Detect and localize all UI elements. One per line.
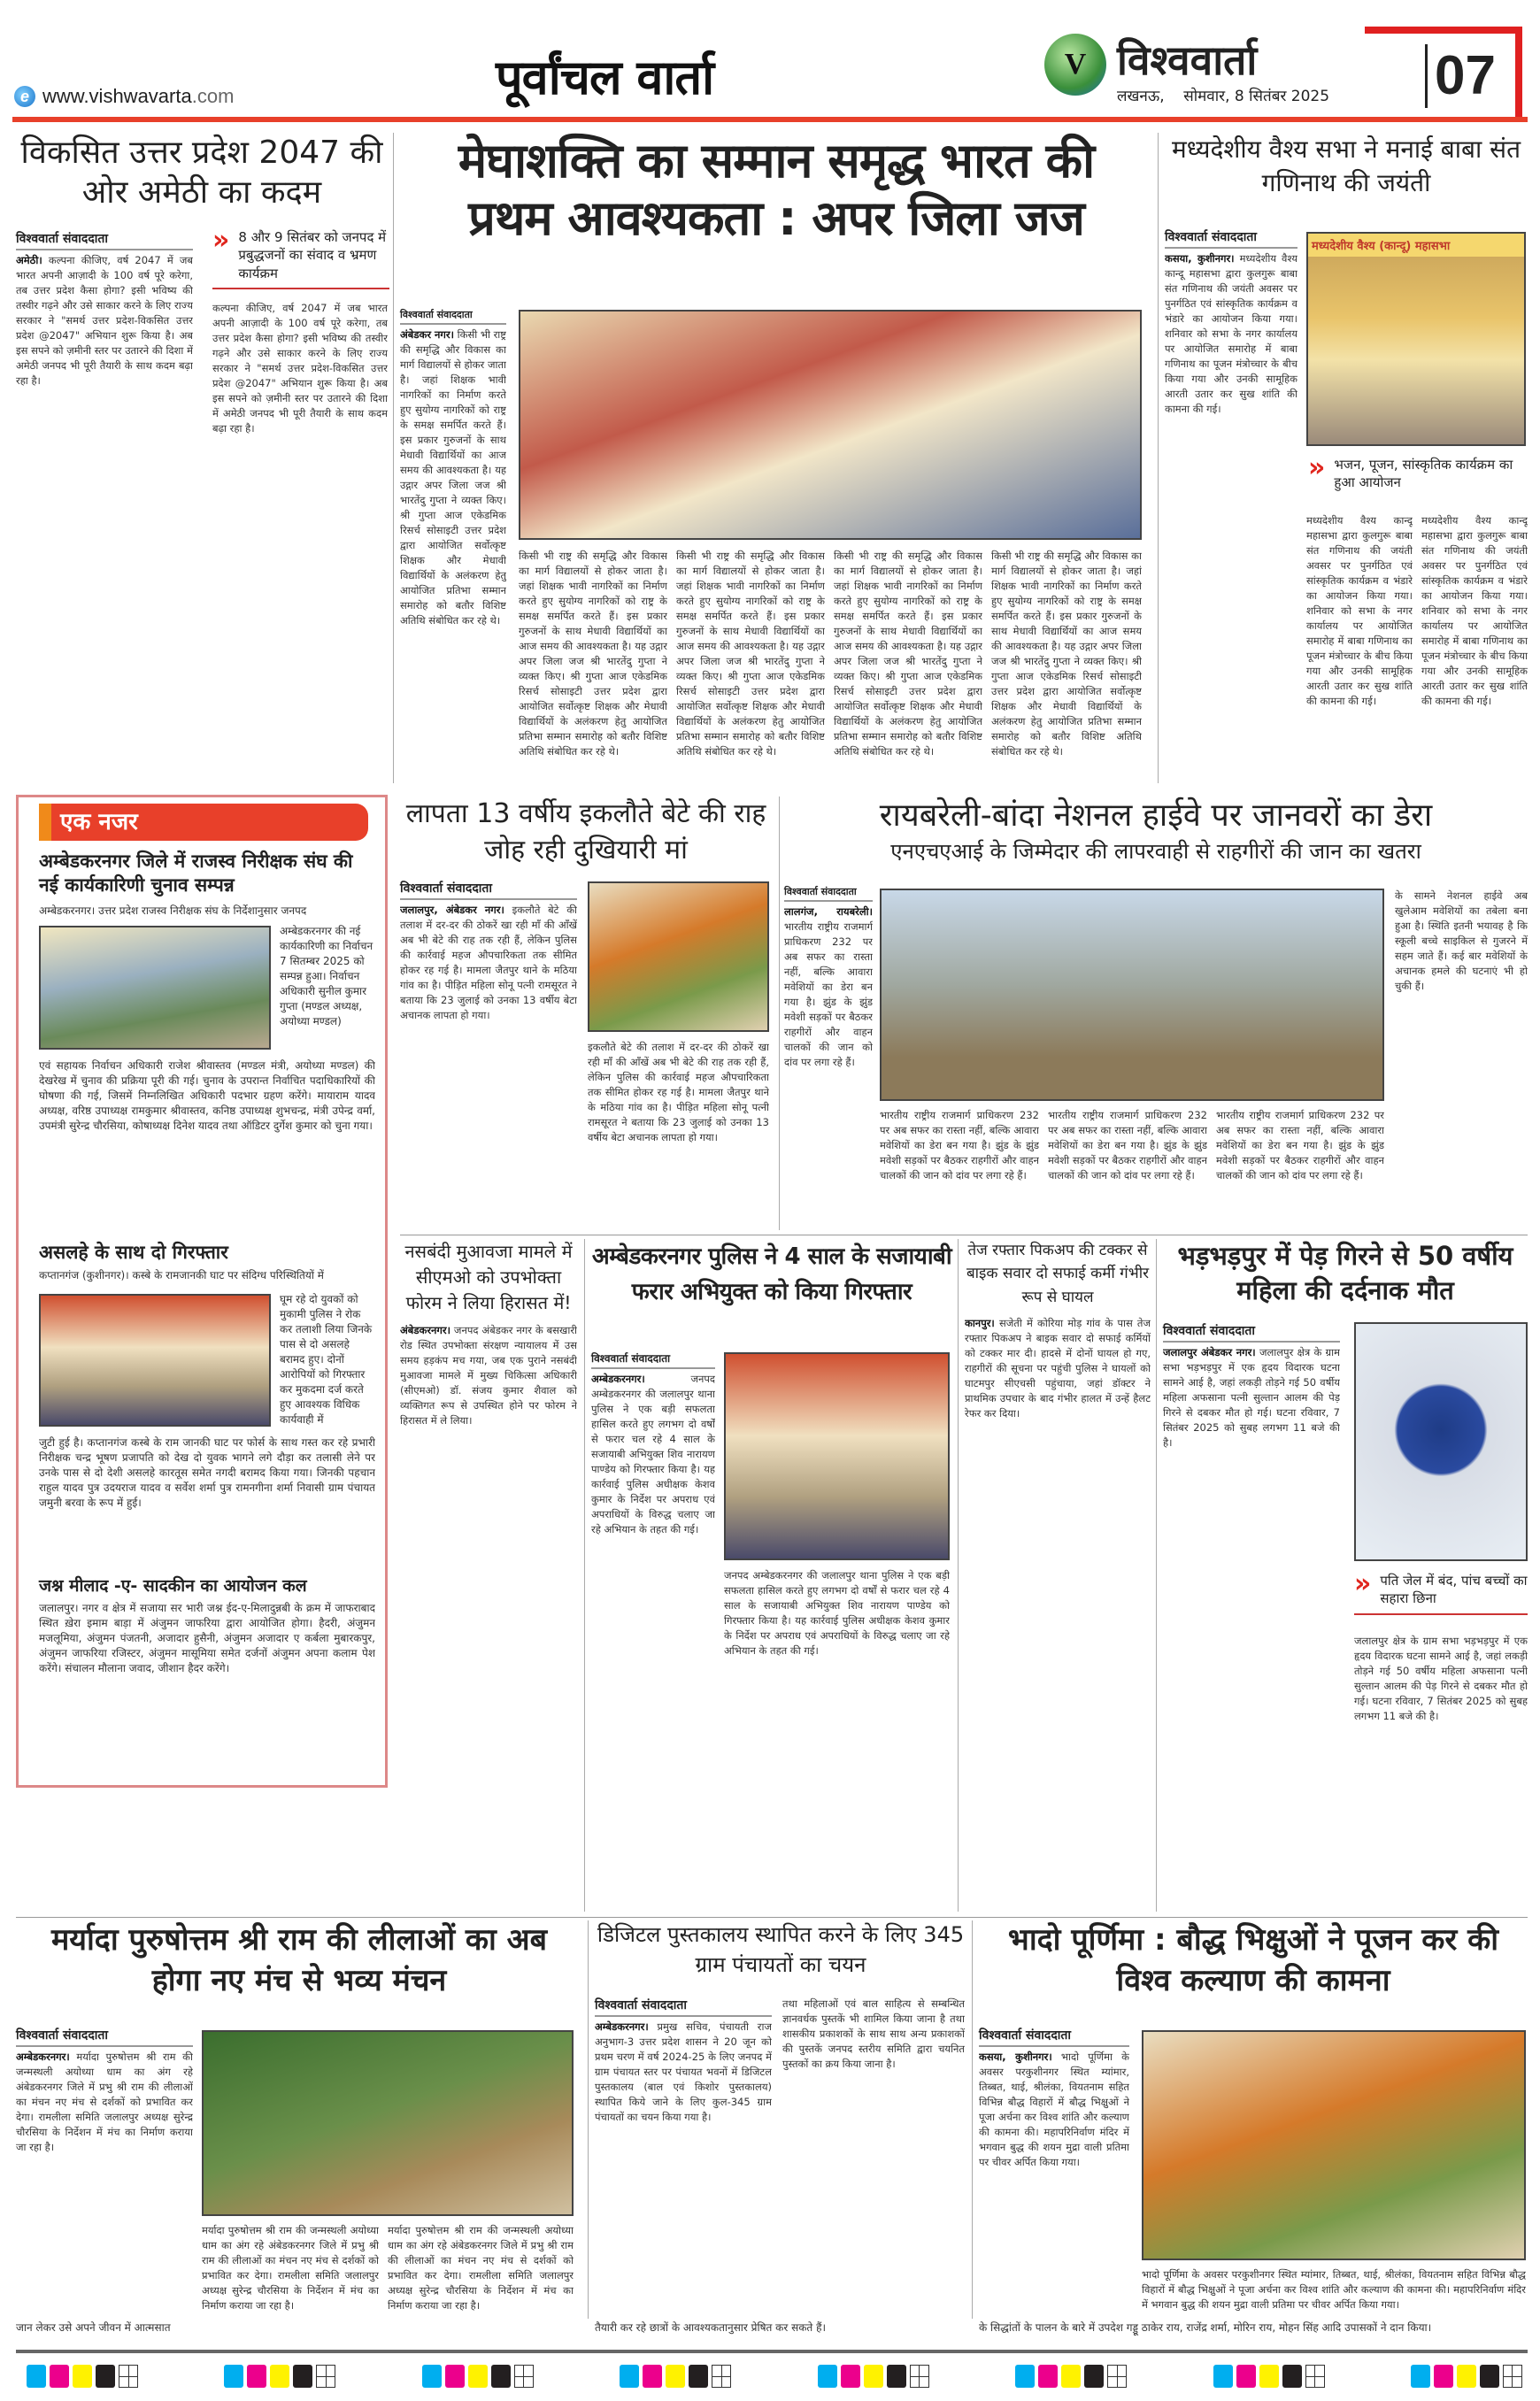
article-body-cont: इकलौते बेटे की तलाश में दर-दर की ठोकरें खा रही माँ की आँखें अब भी बेटे की राह तक रही हैं, लेकिन पुलिस की कार्रवाई महज औपचारिकता तक सीमित होकर रह गई है। मामला जैतपुर थाने के मठिया गांव का है। पीड़ित महिला सोनू पत्नी रामसूरत ने बताया कि 23 जुलाई को उनका 13 वर्षीय बेटा अचानक लापता हो गया। — [588, 1041, 769, 1143]
color-swatch — [96, 2365, 115, 2388]
cmyk-mark-group — [1015, 2361, 1127, 2391]
dateline-place: अम्बेडकरनगर। — [16, 2051, 70, 2063]
body-text: सजेती में कोरिया मोड़ गांव के पास तेज रफ्तार पिकअप ने बाइक सवार दो सफाई कर्मियों को टक्कर मार दी। हादसे में दोनों घायल हो गए, राहगीरों की सूचना पर पहुंची पुलिस ने घायलों को घाटमपुर सीएचसी पहुंचाया, जहां डॉक्टर ने प्राथमिक उपचार के बाद गंभीर हालत में उन्हें हैलट रेफर कर दिया। — [965, 1317, 1151, 1420]
dateline-place: जलालपुर, अंबेडकर नगर। — [400, 904, 504, 916]
color-swatch — [27, 2365, 46, 2388]
article-body — [1165, 251, 1297, 782]
color-swatch — [1061, 2365, 1081, 2388]
headline: भड़भड़पुर में पेड़ गिरने से 50 वर्षीय महिला की दर्दनाक मौत — [1177, 1241, 1513, 1306]
column-divider — [393, 133, 394, 783]
registration-crosshair-icon — [1503, 2365, 1522, 2388]
website-link[interactable] — [14, 85, 234, 108]
print-color-bars — [27, 2361, 1522, 2391]
article-police — [591, 1239, 952, 1912]
article-body-cont: भारतीय राष्ट्रीय राजमार्ग प्राधिकरण 232 पर अब सफर का रास्ता नहीं, बल्कि आवारा मवेशियों का डेरा बन गया है। झुंड के झुंड मवेशी सड़कों पर बैठकर राहगीरों और वाहन चालकों की जान को दांव पर लगा रहे हैं। — [1048, 1109, 1207, 1181]
byline: विश्ववार्ता संवाददाता — [591, 1351, 715, 1369]
masthead-rule — [12, 117, 1528, 122]
side-text: घूम रहे दो युवकों को मुकामी पुलिस ने रोक कर तलाशी लिया जिनके पास से दो असलहे बरामद हुए। दोनों आरोपियों को गिरफ्तार कर मुकदमा दर्ज करते हुए आवश्यक विधिक कार्यवाही में — [280, 1293, 373, 1426]
section-divider — [16, 1917, 1528, 1918]
article-ramleela — [16, 1920, 582, 2319]
ram-col-1 — [16, 2027, 193, 2324]
article-body — [400, 903, 577, 1239]
article-body-right: तथा महिलाओं एवं बाल साहित्य से सम्बन्धित ज्ञानवर्धक पुस्तकें भी शामिल किया जाना है तथा शासकीय प्रकाशकों के साथ साथ अन्य प्रकाशकों की पुस्तकें जनपद स्तरीय समिति द्वारा चयनित पुस्तकों का क्रय किया जाना है। — [782, 1997, 965, 2070]
column-divider — [972, 1920, 973, 2319]
globe-logo-icon: V — [1044, 34, 1106, 96]
dateline-place: कसया, कुशीनगर। — [1165, 252, 1235, 265]
article-body — [400, 327, 506, 779]
article-body — [400, 1323, 577, 1881]
body-text: भादो पूर्णिमा के अवसर परकुशीनगर स्थित म्यांमार, तिब्बत, थाई, श्रीलंका, वियतनाम सहित विभिन्न बौद्ध विहारों में बौद्ध भिक्षुओं ने पूजा अर्चना कर विश्व शांति और कल्याण की कामना की। महापरिनिर्वाण मंदिर में भगवान बुद्ध की शयन मुद्रा वाली प्रतिमा पर चीवर अर्पित किया गया। — [979, 2051, 1129, 2168]
registration-crosshair-icon — [514, 2365, 534, 2388]
article-pickup — [965, 1239, 1151, 1912]
buddha-tail-text: के सिद्धांतों के पालन के बारे में उपदेश गड्डू ठाकेर राय, राजेंद्र शर्मा, मोरिन राय, मोहन सिंह आदि उपासकों ने दान किया। — [979, 2321, 1432, 2334]
cmyk-mark-group — [224, 2361, 335, 2391]
article-body-cont: भादो पूर्णिमा के अवसर परकुशीनगर स्थित म्यांमार, तिब्बत, थाई, श्रीलंका, वियतनाम सहित विभिन्न बौद्ध विहारों में बौद्ध भिक्षुओं ने पूजा अर्चना कर विश्व शांति और कल्याण की कामना की। महापरिनिर्वाण मंदिर में भगवान बुद्ध की शयन मुद्रा वाली प्रतिमा पर चीवर अर्पित किया गया। — [1142, 2268, 1526, 2311]
body-text: जलालपुर क्षेत्र के ग्राम सभा भड़भड़पुर में एक हृदय विदारक घटना सामने आई है, जहां लकड़ी तोड़ने गई 50 वर्षीय महिला अफसाना पत्नी सुल्तान आलम की पेड़ गिरने से दबकर मौत हो गई। घटना रविवार, 7 सितंबर 2025 को सुबह लगभग 11 बजे की है। — [1163, 1346, 1340, 1449]
cattle-highway-photo — [880, 889, 1384, 1101]
color-swatch — [491, 2365, 511, 2388]
byline: विश्ववार्ता संवाददाता — [595, 1997, 772, 2017]
article-body-cont: किसी भी राष्ट्र की समृद्धि और विकास का मार्ग विद्यालयों से होकर जाता है। जहां शिक्षक भावी नागरिकों का निर्माण करते हुए सुयोग्य नागरिकों को राष्ट्र के समक्ष समर्पित करते हैं। इस प्रकार गुरुजनों के साथ मेधावी विद्यार्थियों का आज समय की आवश्यकता है। यह उद्गार अपर जिला जज श्री भारतेंदु गुप्ता ने व्यक्त किए। श्री गुप्ता आज एकेडमिक रिसर्च सोसाइटी उत्तर प्रदेश द्वारा आयोजित सर्वोत्कृष्ट शिक्षक और मेधावी विद्यार्थियों के अलंकरण हेतु आयोजित प्रतिभा सम्मान समारोह को बतौर विशिष्ट अतिथि संबोधित कर रहे थे। — [834, 550, 982, 758]
pullquote-text: भजन, पूजन, सांस्कृतिक कार्यक्रम का हुआ आयोजन — [1334, 457, 1513, 491]
article-body-cont: भारतीय राष्ट्रीय राजमार्ग प्राधिकरण 232 पर अब सफर का रास्ता नहीं, बल्कि आवारा मवेशियों का डेरा बन गया है। झुंड के झुंड मवेशी सड़कों पर बैठकर राहगीरों और वाहन चालकों की जान को दांव पर लगा रहे हैं। — [880, 1109, 1039, 1181]
article-body — [16, 2050, 193, 2324]
library-col-1 — [595, 1997, 772, 2329]
union-meeting-photo — [39, 926, 271, 1050]
article-body — [595, 2020, 772, 2329]
headline: मर्यादा पुरुषोत्तम श्री राम की लीलाओं का अब होगा नए मंच से भव्य मंचन — [50, 1922, 548, 1998]
body-text: मध्यदेशीय वैश्य कान्दू महासभा द्वारा कुलगुरू बाबा संत गणिनाथ की जयंती अवसर पर पुनर्गठित एवं सांस्कृतिक कार्यक्रम व भंडारे का आयोजन किया गया। शनिवार को सभा के नगर कार्यालय पर आयोजित समारोह में बाबा गणिनाथ का पूजन मंत्रोच्चार के बीच किया गया और उनकी सामूहिक आरती उतार कर सुख शांति की कामना की गई। — [1165, 252, 1297, 415]
color-swatch — [1411, 2365, 1430, 2388]
cmyk-mark-group — [1411, 2361, 1522, 2391]
cmyk-mark-group — [620, 2361, 731, 2391]
article-vaishya — [1165, 133, 1528, 783]
body-text: जनपद अंबेडकर नगर के बसखारी रोड स्थित उपभोक्ता संरक्षण न्यायालय में उस समय हड़कंप मच गया, जब एक पुराने नसबंदी मुआवजा मामले में मुख्य चिकित्सा अधिकारी (सीएमओ) डॉ. संजय कुमार शैवाल को व्यक्तिगत रूप से उपस्थित होने पर फोरम ने हिरासत में ले लिया। — [400, 1324, 577, 1427]
color-swatch — [468, 2365, 488, 2388]
article-body-cont: किसी भी राष्ट्र की समृद्धि और विकास का मार्ग विद्यालयों से होकर जाता है। जहां शिक्षक भावी नागरिकों का निर्माण करते हुए सुयोग्य नागरिकों को राष्ट्र के समक्ष समर्पित करते हैं। इस प्रकार गुरुजनों के साथ मेधावी विद्यार्थियों का आज समय की आवश्यकता है। यह उद्गार अपर जिला जज श्री भारतेंदु गुप्ता ने व्यक्त किए। श्री गुप्ता आज एकेडमिक रिसर्च सोसाइटी उत्तर प्रदेश द्वारा आयोजित सर्वोत्कृष्ट शिक्षक और मेधावी विद्यार्थियों के अलंकरण हेतु आयोजित प्रतिभा सम्मान समारोह को बतौर विशिष्ट अतिथि संबोधित कर रहे थे। — [676, 550, 825, 758]
color-swatch — [1434, 2365, 1453, 2388]
newspaper-name: विश्ववार्ता — [1117, 36, 1258, 84]
article-body-cont: किसी भी राष्ट्र की समृद्धि और विकास का मार्ग विद्यालयों से होकर जाता है। जहां शिक्षक भावी नागरिकों का निर्माण करते हुए सुयोग्य नागरिकों को राष्ट्र के समक्ष समर्पित करते हैं। इस प्रकार गुरुजनों के साथ मेधावी विद्यार्थियों का आज समय की आवश्यकता है। यह उद्गार अपर जिला जज श्री भारतेंदु गुप्ता ने व्यक्त किए। श्री गुप्ता आज एकेडमिक रिसर्च सोसाइटी उत्तर प्रदेश द्वारा आयोजित सर्वोत्कृष्ट शिक्षक और मेधावी विद्यार्थियों के अलंकरण हेतु आयोजित प्रतिभा सम्मान समारोह को बतौर विशिष्ट अतिथि संबोधित कर रहे थे। — [991, 550, 1142, 758]
amethi-col-1 — [16, 230, 193, 784]
article-digital-library — [595, 1920, 966, 2319]
pullquote — [212, 225, 389, 289]
color-swatch — [818, 2365, 837, 2388]
color-swatch — [1457, 2365, 1476, 2388]
color-swatch — [620, 2365, 639, 2388]
article-body-cont: जनपद अम्बेडकरनगर की जलालपुर थाना पुलिस ने एक बड़ी सफलता हासिल करते हुए लगभग दो वर्षों से फरार चल रहे 4 साल के सजायाबी अभियुक्त शिव नारायण पाण्डेय को गिरफ्तार किया है। यह कार्रवाई पुलिस अधीक्षक केशव कुमार के निर्देश पर अपराध एवं अपराधियों के विरुद्ध चलाए जा रहे अभियान के तहत की गई। — [724, 1569, 950, 1657]
double-chevron-icon: » — [212, 225, 230, 256]
article-buddha-purnima — [979, 1920, 1528, 2319]
color-swatch — [1282, 2365, 1302, 2388]
vaishya-col-1 — [1165, 228, 1297, 782]
pullquote — [1308, 452, 1526, 492]
headline: भादो पूर्णिमा : बौद्ध भिक्षुओं ने पूजन कर की विश्व कल्याण की कामना — [1007, 1922, 1499, 1998]
article-body: जुटी हुई है। कप्तानगंज कस्बे के राम जानकी घाट पर फोर्स के साथ गस्त कर रहे प्रभारी निरीक्षक चन्द्र भूषण प्रजापति को देख दो युवक भागने लगे दौड़ा कर तलासी लेने पर उनके पास से दो देशी असलहे कारतूस समेत नगदी बरामद किया गया। जिनकी पहचान राहुल यादव पुत्र उदयराज यादव व सर्वेश शर्मा पुत्र रामनगीना शर्मा निवासी ग्राम पंचायत जमुनी बरवा के रूप में हुई। — [39, 1436, 375, 1509]
article-body-cont: मर्यादा पुरुषोत्तम श्री राम की जन्मस्थली अयोध्या धाम का अंग रहे अंबेडकरनगर जिले में प्रभु श्री राम की लीलाओं का मंचन नए मंच से दर्शकों को प्रभावित कर देगा। रामलीला समिति जलालपुर अध्यक्ष सुरेन्द्र चौरसिया के निर्देशन में मंच का निर्माण कराया जा रहा है। — [202, 2224, 379, 2312]
registration-crosshair-icon — [1107, 2365, 1127, 2388]
highway-col-1 — [784, 885, 873, 1232]
color-swatch — [1038, 2365, 1058, 2388]
date: सोमवार, 8 सितंबर 2025 — [1183, 88, 1330, 105]
library-tail-text: तैयारी कर रहे छात्रों के आवश्यकतानुसार प्रेषित कर सकते हैं। — [595, 2321, 826, 2334]
article-missing-son — [400, 796, 772, 1230]
event-banner-text: मध्यदेशीय वैश्य (कान्दू) महासभा — [1308, 234, 1524, 257]
page-number: 07 — [1425, 44, 1496, 108]
color-swatch — [1259, 2365, 1279, 2388]
article-amethi — [16, 133, 388, 783]
lead-text: कप्तानगंज (कुशीनगर)। कस्बे के रामजानकी घाट पर संदिग्ध परिस्थितियों में — [39, 1269, 324, 1282]
award-ceremony-photo — [519, 310, 1142, 540]
article-body-cont: मर्यादा पुरुषोत्तम श्री राम की जन्मस्थली अयोध्या धाम का अंग रहे अंबेडकरनगर जिले में प्रभु श्री राम की लीलाओं का मंचन नए मंच से दर्शकों को प्रभावित कर देगा। रामलीला समिति जलालपुर अध्यक्ष सुरेन्द्र चौरसिया के निर्देशन में मंच का निर्माण कराया जा रहा है। — [388, 2224, 574, 2312]
body-text: कल्पना कीजिए, वर्ष 2047 में जब भारत अपनी आज़ादी के 100 वर्ष पूरे करेगा, तब उत्तर प्रदेश कैसा होगा? इसी भविष्य की तस्वीर गढ़ने और उसे साकार करने के लिए राज्य सरकार ने "समर्थ उत्तर प्रदेश-विकसित उत्तर प्रदेश @2047" अभियान शुरू किया है। अब इस सपने को ज़मीनी स्तर पर उतारने की दिशा में अमेठी जनपद भी पूरी तैयारी के साथ कदम बढ़ा रहा है। — [16, 254, 193, 387]
pullquote — [1354, 1568, 1528, 1615]
body-text: प्रमुख सचिव, पंचायती राज अनुभाग-3 उत्तर प्रदेश शासन ने 20 जून को प्रथम चरण में वर्ष 2024-25 के लिए जनपद में ग्राम पंचायत स्तर पर पंचायत भवनों में डिजिटल पुस्तकालय (बाल एवं किशोर पुस्तकालय) स्थापित किये जाने के लिए कुल-345 ग्राम पंचायतों का चयन किया गया है। — [595, 2020, 772, 2123]
color-swatch — [445, 2365, 465, 2388]
color-swatch — [643, 2365, 662, 2388]
cmyk-mark-group — [818, 2361, 929, 2391]
registration-crosshair-icon — [712, 2365, 731, 2388]
city: लखनऊ, — [1117, 88, 1165, 105]
headline: डिजिटल पुस्तकालय स्थापित करने के लिए 345 ग्राम पंचायतों का चयन — [597, 1922, 965, 1977]
byline: विश्ववार्ता संवाददाता — [1165, 228, 1297, 249]
color-swatch — [73, 2365, 92, 2388]
headline: तेज रफ्तार पिकअप की टक्कर से बाइक सवार दो सफाई कर्मी गंभीर रूप से घायल — [966, 1242, 1150, 1306]
article-cmo — [400, 1239, 577, 1912]
dateline-place: अमेठी। — [16, 254, 42, 266]
footer-rule — [16, 2350, 1528, 2353]
jayanti-event-photo — [1306, 232, 1526, 446]
color-swatch — [422, 2365, 442, 2388]
color-swatch — [841, 2365, 860, 2388]
cmyk-mark-group — [422, 2361, 534, 2391]
color-swatch — [270, 2365, 289, 2388]
buddha-col-1 — [979, 2027, 1129, 2324]
body-text: इकलौते बेटे की तलाश में दर-दर की ठोकरें खा रही माँ की आँखें अब भी बेटे की राह तक रही हैं, लेकिन पुलिस की कार्रवाई महज औपचारिकता तक सीमित होकर रह गई है। मामला जैतपुर थाने के मठिया गांव का है। पीड़ित महिला सोनू पत्नी रामसूरत ने बताया कि 23 जुलाई को उनका 13 वर्षीय बेटा अचानक लापता हो गया। — [400, 904, 577, 1021]
column-divider — [1158, 133, 1159, 783]
dateline-place: अम्बेडकरनगर। — [595, 2020, 649, 2033]
lead-text: अम्बेडकरनगर। उत्तर प्रदेश राजस्व निरीक्षक संघ के निर्देशानुसार जनपद — [39, 904, 307, 917]
article-lead — [400, 133, 1152, 783]
headline: अम्बेडकरनगर पुलिस ने 4 साल के सजायाबी फरार अभियुक्त को किया गिरफ्तार — [591, 1243, 952, 1306]
registration-crosshair-icon — [1305, 2365, 1325, 2388]
color-swatch — [689, 2365, 708, 2388]
headline: असलहे के साथ दो गिरफ्तार — [39, 1242, 228, 1263]
registration-crosshair-icon — [910, 2365, 929, 2388]
website-tld[interactable]: .com — [191, 85, 235, 107]
article-body-cont: भारतीय राष्ट्रीय राजमार्ग प्राधिकरण 232 पर अब सफर का रास्ता नहीं, बल्कि आवारा मवेशियों का डेरा बन गया है। झुंड के झुंड मवेशी सड़कों पर बैठकर राहगीरों और वाहन चालकों की जान को दांव पर लगा रहे हैं। — [1216, 1109, 1384, 1181]
cmyk-mark-group — [1213, 2361, 1325, 2391]
registration-crosshair-icon — [119, 2365, 138, 2388]
byline: विश्ववार्ता संवाददाता — [16, 2027, 193, 2047]
police-arrest-photo — [724, 1352, 950, 1560]
headline: मेघाशक्ति का सम्मान समृद्ध भारत की प्रथम आवश्यकता : अपर जिला जज — [458, 133, 1095, 246]
article-body-cont: मध्यदेशीय वैश्य कान्दू महासभा द्वारा कुलगुरू बाबा संत गणिनाथ की जयंती अवसर पर पुनर्गठित एवं सांस्कृतिक कार्यक्रम व भंडारे का आयोजन किया गया। शनिवार को सभा के नगर कार्यालय पर आयोजित समारोह में बाबा गणिनाथ का पूजन मंत्रोच्चार के बीच किया गया और उनकी सामूहिक आरती उतार कर सुख शांति की कामना की गई। — [1306, 514, 1413, 707]
pullquote-text: 8 और 9 सितंबर को जनपद में प्रबुद्धजनों का संवाद व भ्रमण कार्यक्रम — [238, 229, 387, 281]
color-swatch — [50, 2365, 69, 2388]
double-chevron-icon: » — [1354, 1568, 1372, 1599]
police-col-1 — [591, 1351, 715, 1912]
deceased-woman-photo — [1354, 1322, 1528, 1561]
browser-e-icon: e — [14, 86, 35, 107]
missing-col-1 — [400, 880, 577, 1239]
color-swatch — [247, 2365, 266, 2388]
headline: मध्यदेशीय वैश्य सभा ने मनाई बाबा संत गणिनाथ की जयंती — [1171, 135, 1521, 197]
dateline-place: अंबेडकरनगर। — [400, 1324, 450, 1336]
article-tree-fall — [1163, 1239, 1528, 1912]
dateline-place: कानपुर। — [965, 1317, 995, 1330]
website-domain[interactable]: www.vishwavarta — [42, 85, 192, 107]
column-divider — [588, 1920, 589, 2319]
color-swatch — [1480, 2365, 1499, 2388]
headline: नसबंदी मुआवजा मामले में सीएमओ को उपभोक्ता फोरम ने लिया हिरासत में! — [404, 1241, 573, 1313]
column-divider — [1156, 1239, 1157, 1912]
byline: विश्ववार्ता संवाददाता — [400, 880, 577, 900]
article-body-cont: कल्पना कीजिए, वर्ष 2047 में जब भारत अपनी आज़ादी के 100 वर्ष पूरे करेगा, तब उत्तर प्रदेश कैसा होगा? इसी भविष्य की तस्वीर गढ़ने और उसे साकार करने के लिए राज्य सरकार ने "समर्थ उत्तर प्रदेश-विकसित उत्तर प्रदेश @2047" अभियान शुरू किया है। अब इस सपने को ज़मीनी स्तर पर उतारने की दिशा में अमेठी जनपद भी पूरी तैयारी के साथ कदम बढ़ा रहा है। — [212, 302, 388, 435]
lead-col-1 — [400, 308, 506, 779]
article-jashn — [39, 1575, 375, 1765]
article-body — [591, 1372, 715, 1912]
section-title: पूर्वांचल वार्ता — [496, 50, 714, 105]
byline: विश्ववार्ता संवाददाता — [1163, 1322, 1340, 1343]
byline: विश्ववार्ता संवाददाता — [16, 230, 193, 250]
ram-tail-text: जान लेकर उसे अपने जीवन में आत्मसात — [16, 2321, 171, 2334]
color-swatch — [1213, 2365, 1233, 2388]
byline: विश्ववार्ता संवाददाता — [784, 885, 873, 902]
stage-construction-photo — [202, 2030, 574, 2216]
color-swatch — [666, 2365, 685, 2388]
color-swatch — [1236, 2365, 1256, 2388]
article-body-cont: जलालपुर क्षेत्र के ग्राम सभा भड़भड़पुर में एक हृदय विदारक घटना सामने आई है, जहां लकड़ी तोड़ने गई 50 वर्षीय महिला अफसाना पत्नी सुल्तान आलम की पेड़ गिरने से दबकर मौत हो गई। घटना रविवार, 7 सितंबर 2025 को सुबह लगभग 11 बजे की है। — [1354, 1635, 1528, 1722]
byline: विश्ववार्ता संवाददाता — [400, 308, 506, 325]
article-body: जलालपुर। नगर व क्षेत्र में सजाया सर भारी जश्न ईद-ए-मिलादुन्नबी के क्रम में जाफराबाद स्थित ख़ेरा इमाम बाड़ा में अंजुमन जाफरिया द्वारा आयोजित होगा। हैदरी, अंजुमन मजलूमिया, अंजुमन पंजतनी, अजादार हुसैनी, अंजुमन अजादार ए कर्बला मुबारकपुर, अंजुमन जाफरिया रजिस्टर, अंजुमन मासूमिया समेत दर्जनों अंजुमन अपना कलाम पेश करेंगे। संचालन मौलाना जवाद, जीशान हैदर करेंगे। — [39, 1601, 375, 1674]
pullquote-text: पति जेल में बंद, पांच बच्चों का सहारा छिना — [1380, 1573, 1528, 1607]
dateline-place: अंबेडकर नगर। — [400, 328, 454, 341]
mother-photo — [588, 881, 769, 1032]
masthead — [0, 0, 1540, 122]
dateline — [1117, 85, 1329, 105]
body-text: मर्यादा पुरुषोत्तम श्री राम की जन्मस्थली अयोध्या धाम का अंग रहे अंबेडकरनगर जिले में प्रभु श्री राम की लीलाओं का मंचन नए मंच से दर्शकों को प्रभावित कर देगा। रामलीला समिति जलालपुर अध्यक्ष सुरेन्द्र चौरसिया के निर्देशन में मंच का निर्माण कराया जा रहा है। — [16, 2051, 193, 2153]
article-body — [965, 1316, 1151, 1882]
monks-worship-photo — [1142, 2030, 1526, 2260]
headline: जश्न मीलाद -ए- सादकीन का आयोजन कल — [39, 1576, 307, 1596]
cmyk-mark-group — [27, 2361, 138, 2391]
dateline-place: अम्बेडकरनगर। — [591, 1373, 645, 1385]
headline: लापता 13 वर्षीय इकलौते बेटे की राह जोह रही दुखियारी मां — [405, 798, 766, 866]
color-swatch — [1084, 2365, 1104, 2388]
article-highway — [784, 796, 1528, 1230]
article-revenue-union — [39, 850, 375, 1132]
registration-crosshair-icon — [316, 2365, 335, 2388]
byline: विश्ववार्ता संवाददाता — [979, 2027, 1129, 2047]
column-divider — [779, 796, 780, 1230]
article-arrest — [39, 1241, 375, 1509]
ek-nazar-title: एक नजर — [39, 804, 368, 841]
article-body — [16, 253, 193, 784]
article-body-right: के सामने नेशनल हाईवे अब खुलेआम मवेशियों का तबेला बना हुआ है। स्थिति इतनी भयावह है कि स्कूली बच्चे साइकिल से गुजरने में सहम जाते हैं। कई बार मवेशियों के अचानक हमले की घटनाएं भी हो चुकी हैं। — [1395, 889, 1528, 992]
side-text: अम्बेडकरनगर की नई कार्यकारिणी का निर्वाचन 7 सितम्बर 2025 को सम्पन्न हुआ। निर्वाचन अधिकारी सुनील कुमार गुप्ता (मण्डल अध्यक्ष, अयोध्या मण्डल) — [280, 925, 373, 1027]
column-divider — [584, 1239, 585, 1912]
tree-col-1 — [1163, 1322, 1340, 1912]
article-body — [979, 2050, 1129, 2324]
color-swatch — [224, 2365, 243, 2388]
dateline-place: कसया, कुशीनगर। — [979, 2051, 1052, 2063]
color-swatch — [1015, 2365, 1035, 2388]
article-body-cont: मध्यदेशीय वैश्य कान्दू महासभा द्वारा कुलगुरू बाबा संत गणिनाथ की जयंती अवसर पर पुनर्गठित एवं सांस्कृतिक कार्यक्रम व भंडारे का आयोजन किया गया। शनिवार को सभा के नगर कार्यालय पर आयोजित समारोह में बाबा गणिनाथ का पूजन मंत्रोच्चार के बीच किया गया और उनकी सामूहिक आरती उतार कर सुख शांति की कामना की गई। — [1421, 514, 1528, 707]
color-swatch — [864, 2365, 883, 2388]
headline: विकसित उत्तर प्रदेश 2047 की ओर अमेठी का कदम — [20, 135, 383, 211]
column-divider — [958, 1239, 959, 1912]
article-body-cont: किसी भी राष्ट्र की समृद्धि और विकास का मार्ग विद्यालयों से होकर जाता है। जहां शिक्षक भावी नागरिकों का निर्माण करते हुए सुयोग्य नागरिकों को राष्ट्र के समक्ष समर्पित करते हैं। इस प्रकार गुरुजनों के साथ मेधावी विद्यार्थियों का आज समय की आवश्यकता है। यह उद्गार अपर जिला जज श्री भारतेंदु गुप्ता ने व्यक्त किए। श्री गुप्ता आज एकेडमिक रिसर्च सोसाइटी उत्तर प्रदेश द्वारा आयोजित सर्वोत्कृष्ट शिक्षक और मेधावी विद्यार्थियों के अलंकरण हेतु आयोजित प्रतिभा सम्मान समारोह को बतौर विशिष्ट अतिथि संबोधित कर रहे थे। — [519, 550, 667, 758]
arrest-photo — [39, 1294, 271, 1427]
article-body — [1163, 1345, 1340, 1912]
color-swatch — [293, 2365, 312, 2388]
dateline-place: जलालपुर अंबेडकर नगर। — [1163, 1346, 1256, 1358]
color-swatch — [887, 2365, 906, 2388]
headline: रायबरेली-बांदा नेशनल हाईवे पर जानवरों का डेरा — [879, 797, 1433, 834]
headline: अम्बेडकरनगर जिले में राजस्व निरीक्षक संघ की नई कार्यकारिणी चुनाव सम्पन्न — [39, 850, 353, 897]
body-text: जनपद अम्बेडकरनगर की जलालपुर थाना पुलिस ने एक बड़ी सफलता हासिल करते हुए लगभग दो वर्षों से फरार चल रहे 4 साल के सजायाबी अभियुक्त शिव नारायण पाण्डेय को गिरफ्तार किया है। यह कार्रवाई पुलिस अधीक्षक केशव कुमार के निर्देश पर अपराध एवं अपराधियों के विरुद्ध चलाए जा रहे अभियान के तहत की गई। — [591, 1373, 715, 1535]
dateline-place: लालगंज, रायबरेली। — [784, 905, 873, 918]
double-chevron-icon: » — [1308, 452, 1326, 483]
body-text: भारतीय राष्ट्रीय राजमार्ग प्राधिकरण 232 पर अब सफर का रास्ता नहीं, बल्कि आवारा मवेशियों का डेरा बन गया है। झुंड के झुंड मवेशी सड़कों पर बैठकर राहगीरों और वाहन चालकों की जान को दांव पर लगा रहे हैं। — [784, 920, 873, 1068]
article-body: एवं सहायक निर्वाचन अधिकारी राजेश श्रीवास्तव (मण्डल मंत्री, अयोध्या मण्डल) की देखरेख में चुनाव की प्रक्रिया पूरी की गई। चुनाव के उपरान्त निर्वाचित पदाधिकारियों की घोषणा की गई, जिसमें निम्नलिखित अधिकारी पदभार ग्रहण करेंगे। मायाराम यादव अध्यक्ष, वरिष्ठ उपाध्यक्ष रामकुमार श्रीवास्तव, कनिष्ठ उपाध्यक्ष शुभचन्द्र, मंत्री उपेन्द्र वर्मा, उपमंत्री सुरेन्द्र चौरसिया, कोषाध्यक्ष दिनेश यादव तथा ऑडिटर दुर्गेश कुमार को चुना गया। — [39, 1059, 375, 1132]
body-text: किसी भी राष्ट्र की समृद्धि और विकास का मार्ग विद्यालयों से होकर जाता है। जहां शिक्षक भावी नागरिकों का निर्माण करते हुए सुयोग्य नागरिकों को राष्ट्र के समक्ष समर्पित करते हैं। इस प्रकार गुरुजनों के साथ मेधावी विद्यार्थियों का आज समय की आवश्यकता है। यह उद्गार अपर जिला जज श्री भारतेंदु गुप्ता ने व्यक्त किए। श्री गुप्ता आज एकेडमिक रिसर्च सोसाइटी उत्तर प्रदेश द्वारा आयोजित सर्वोत्कृष्ट शिक्षक और मेधावी विद्यार्थियों के अलंकरण हेतु आयोजित प्रतिभा सम्मान समारोह को बतौर विशिष्ट अतिथि संबोधित कर रहे थे। — [400, 328, 506, 627]
article-body — [784, 904, 873, 1232]
subheadline: एनएचएआई के जिम्मेदार की लापरवाही से राहगीरों की जान का खतरा — [890, 838, 1421, 864]
